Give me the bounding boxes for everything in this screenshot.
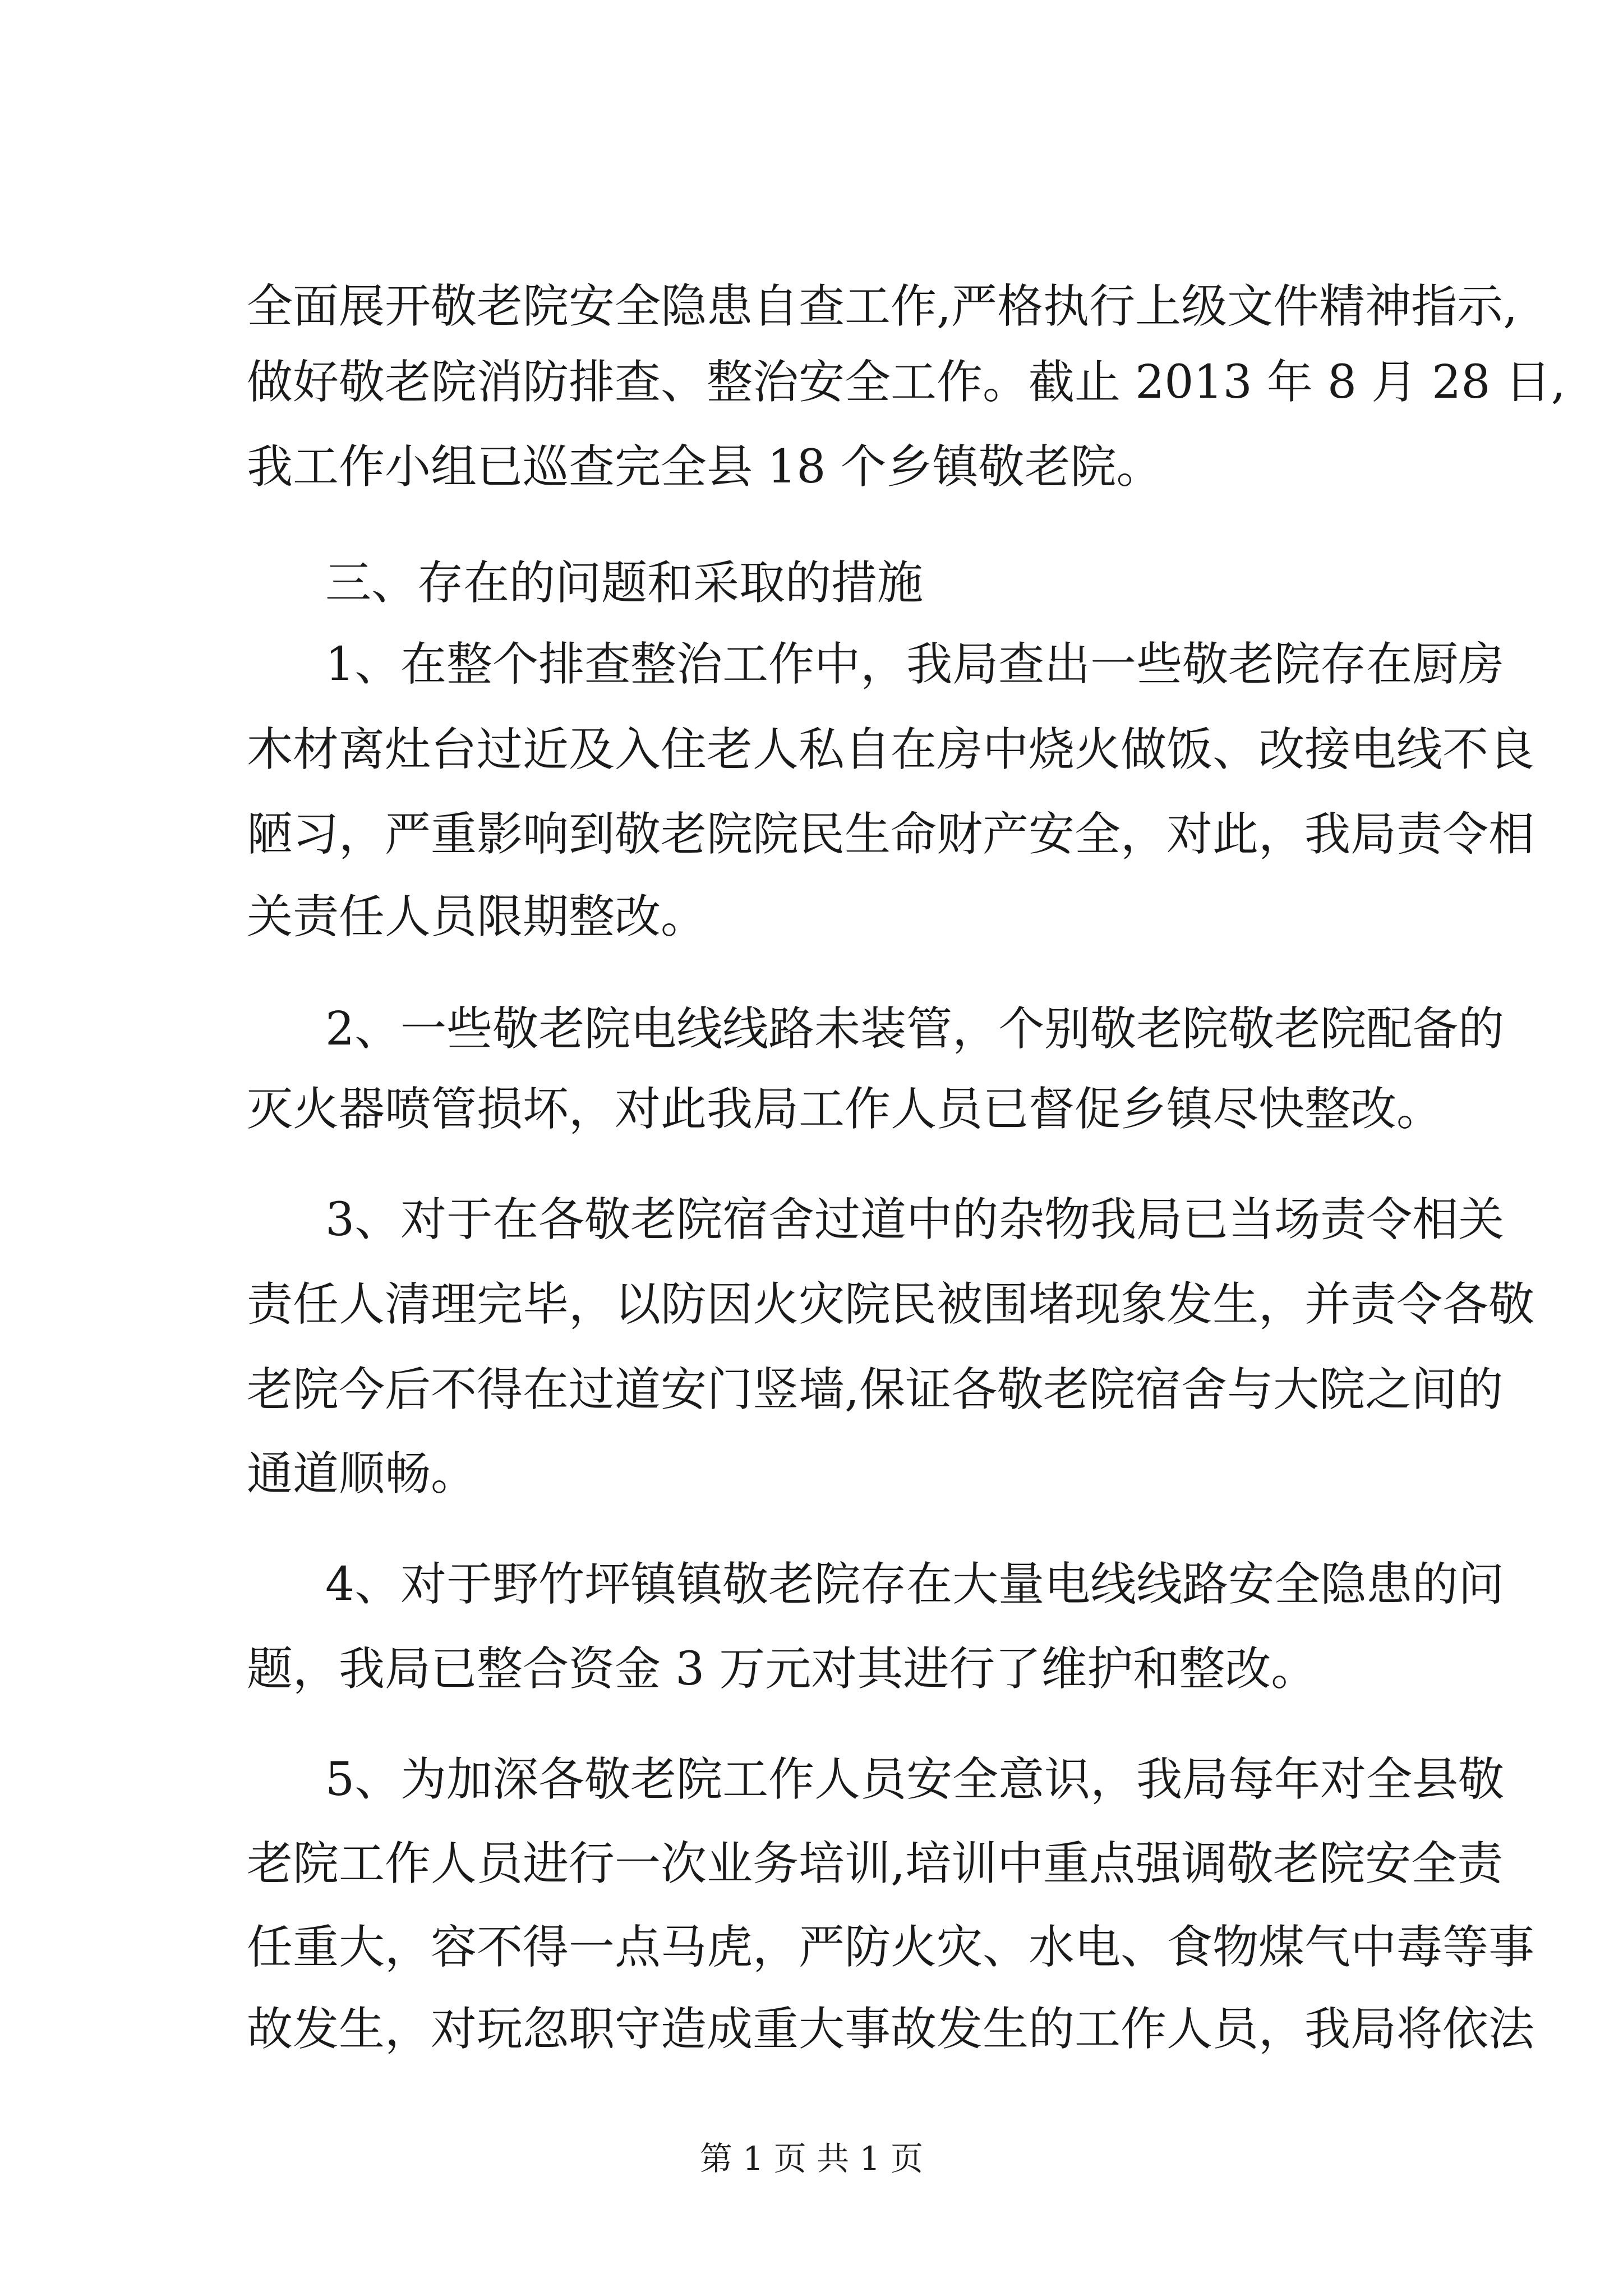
text-line: 2、一些敬老院电线线路未装管，个别敬老院敬老院配备的 (325, 1002, 1505, 1056)
page-number-footer: 第 1 页 共 1 页 (700, 2139, 923, 2178)
text-line: 老院工作人员进行一次业务培训,培训中重点强调敬老院安全责 (247, 1837, 1504, 1890)
text-line: 做好敬老院消防排查、整治安全工作。截止 2013 年 8 月 28 日, (247, 356, 1566, 409)
text-line: 任重大，容不得一点马虎，严防火灾、水电、食物煤气中毒等事 (247, 1921, 1535, 1974)
text-line: 责任人清理完毕，以防因火灾院民被围堵现象发生，并责令各敬 (247, 1278, 1535, 1331)
text-line: 木材离灶台过近及入住老人私自在房中烧火做饭、改接电线不良 (247, 723, 1535, 776)
text-line: 题，我局已整合资金 3 万元对其进行了维护和整改。 (247, 1642, 1317, 1696)
text-line: 老院今后不得在过道安门竖墙,保证各敬老院宿舍与大院之间的 (247, 1363, 1504, 1416)
text-line: 灭火器喷管损坏，对此我局工作人员已督促乡镇尽快整改。 (247, 1083, 1443, 1136)
text-line: 4、对于野竹坪镇镇敬老院存在大量电线线路安全隐患的问 (325, 1558, 1505, 1611)
text-line: 3、对于在各敬老院宿舍过道中的杂物我局已当场责令相关 (325, 1193, 1505, 1246)
text-line: 陋习，严重影响到敬老院院民生命财产安全，对此，我局责令相 (247, 808, 1535, 861)
text-line: 通道顺畅。 (247, 1447, 477, 1501)
text-line: 我工作小组已巡查完全县 18 个乡镇敬老院。 (247, 440, 1163, 494)
text-line: 5、为加深各敬老院工作人员安全意识，我局每年对全县敬 (325, 1753, 1505, 1806)
text-line: 1、在整个排查整治工作中，我局查出一些敬老院存在厨房 (325, 638, 1505, 691)
text-line: 关责任人员限期整改。 (247, 890, 707, 944)
text-line: 全面展开敬老院安全隐患自查工作,严格执行上级文件精神指示, (247, 280, 1518, 333)
section-heading: 三、存在的问题和采取的措施 (325, 556, 924, 610)
text-line: 故发生，对玩忽职守造成重大事故发生的工作人员，我局将依法 (247, 2003, 1535, 2056)
